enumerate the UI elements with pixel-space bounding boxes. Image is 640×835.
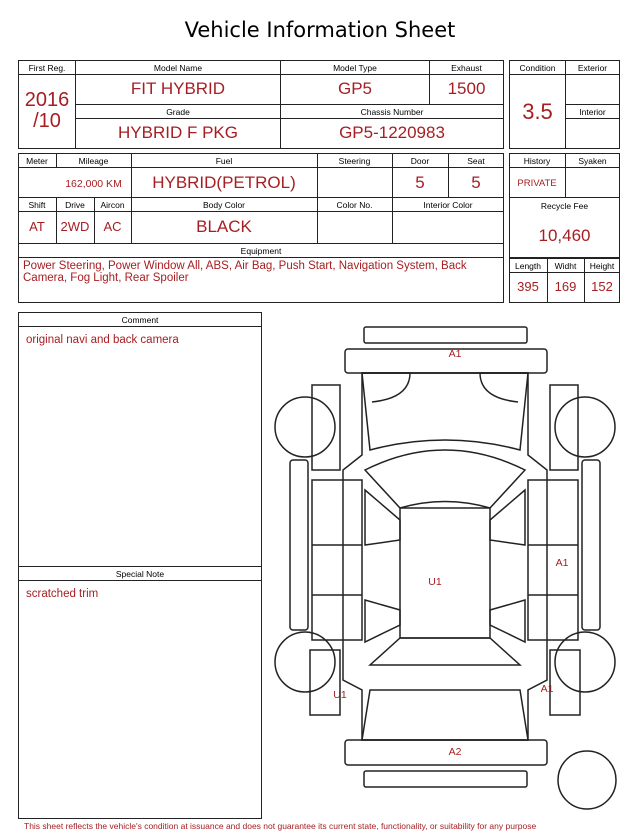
exhaust-label: Exhaust (451, 63, 482, 73)
door-label: Door (410, 156, 430, 166)
right-front-fender (550, 385, 578, 470)
left-rear-window (365, 600, 400, 642)
recycle-fee-value: 10,460 (538, 226, 591, 245)
damage-mark-front: A1 (448, 348, 462, 360)
shift-label: Shift (28, 200, 46, 210)
roof (400, 508, 490, 638)
first-reg-label: First Reg. (28, 63, 66, 73)
rear-window (370, 638, 520, 665)
seat-label: Seat (467, 156, 485, 166)
width-label: Widht (554, 261, 577, 271)
disclaimer-footer: This sheet reflects the vehicle's condition at issuance and does not guarantee its current state, functionality, or suitability for any purpose (24, 821, 537, 831)
left-door-panel (312, 480, 362, 640)
fuel-label: Fuel (215, 156, 233, 166)
chassis-value: GP5-1220983 (339, 123, 445, 142)
damage-mark-right-front: A1 (555, 557, 569, 569)
door-value: 5 (415, 173, 425, 192)
aircon-value: AC (103, 219, 122, 234)
height-value: 152 (591, 279, 613, 294)
front-bumper-strip (364, 327, 527, 343)
model-type-value: GP5 (337, 79, 373, 98)
damage-mark-left-rear: U1 (333, 689, 347, 701)
mileage-value: 162,000 KM (65, 178, 122, 190)
right-front-window (490, 490, 525, 545)
damage-mark-rear: A2 (448, 746, 462, 758)
damage-mark-right-rear: A1 (540, 683, 554, 695)
drive-label: Drive (65, 200, 85, 210)
equipment-label: Equipment (240, 246, 282, 256)
height-label: Height (589, 261, 615, 271)
left-front-wheel (275, 397, 335, 457)
length-value: 395 (517, 279, 539, 294)
right-front-wheel (555, 397, 615, 457)
model-type-label: Model Type (333, 63, 377, 73)
spare-wheel (558, 751, 616, 809)
right-rear-wheel (555, 632, 615, 692)
model-name-value: FIT HYBRID (130, 79, 226, 98)
front-right-lamp (480, 373, 528, 402)
first-reg-month: /10 (33, 110, 61, 132)
exterior-label: Exterior (577, 63, 608, 73)
special-note-label: Special Note (115, 569, 165, 579)
meter-label: Meter (26, 156, 48, 166)
front-left-lamp (362, 373, 410, 402)
interior-color-label: Interior Color (423, 200, 473, 210)
left-sill (290, 460, 308, 630)
seat-value: 5 (471, 173, 481, 192)
color-no-label: Color No. (336, 200, 373, 210)
first-reg-year: 2016 (24, 89, 70, 111)
grade-label: Grade (166, 107, 190, 117)
body-color-label: Body Color (202, 200, 246, 210)
condition-label: Condition (519, 63, 556, 73)
grade-value: HYBRID F PKG (118, 123, 238, 142)
recycle-fee-label: Recycle Fee (540, 201, 589, 211)
model-name-label: Model Name (153, 63, 203, 73)
comment-value: original navi and back camera (26, 334, 179, 346)
trunk (362, 690, 528, 740)
syaken-label: Syaken (578, 156, 607, 166)
left-front-window (365, 490, 400, 545)
drive-value: 2WD (60, 219, 90, 234)
page-title: Vehicle Information Sheet (184, 18, 456, 42)
right-rear-window (490, 600, 525, 642)
condition-value: 3.5 (522, 99, 553, 124)
body-color-value: BLACK (196, 217, 252, 236)
aircon-label: Aircon (100, 200, 125, 210)
history-value: PRIVATE (517, 178, 557, 189)
left-front-fender (312, 385, 340, 470)
rear-bumper-strip (364, 771, 527, 787)
equipment-value: Power Steering, Power Window All, ABS, Air Bag, Push Start, Navigation System, Back Camera, Fog Light, Rear Spoiler (23, 260, 467, 284)
interior-label: Interior (579, 107, 606, 117)
left-rear-wheel (275, 632, 335, 692)
shift-value: AT (29, 219, 45, 234)
length-label: Length (515, 261, 541, 271)
car-body-outline (343, 373, 547, 740)
steering-label: Steering (338, 156, 371, 166)
windshield (365, 450, 525, 508)
hood (362, 373, 528, 450)
special-note-value: scratched trim (26, 588, 99, 600)
mileage-label: Mileage (78, 156, 109, 166)
fuel-value: HYBRID(PETROL) (152, 173, 296, 192)
width-value: 169 (554, 279, 577, 294)
comment-label: Comment (121, 315, 159, 325)
damage-mark-roof: U1 (428, 576, 442, 588)
chassis-label: Chassis Number (360, 107, 424, 117)
exhaust-value: 1500 (447, 79, 486, 98)
right-sill (582, 460, 600, 630)
history-label: History (523, 156, 551, 166)
